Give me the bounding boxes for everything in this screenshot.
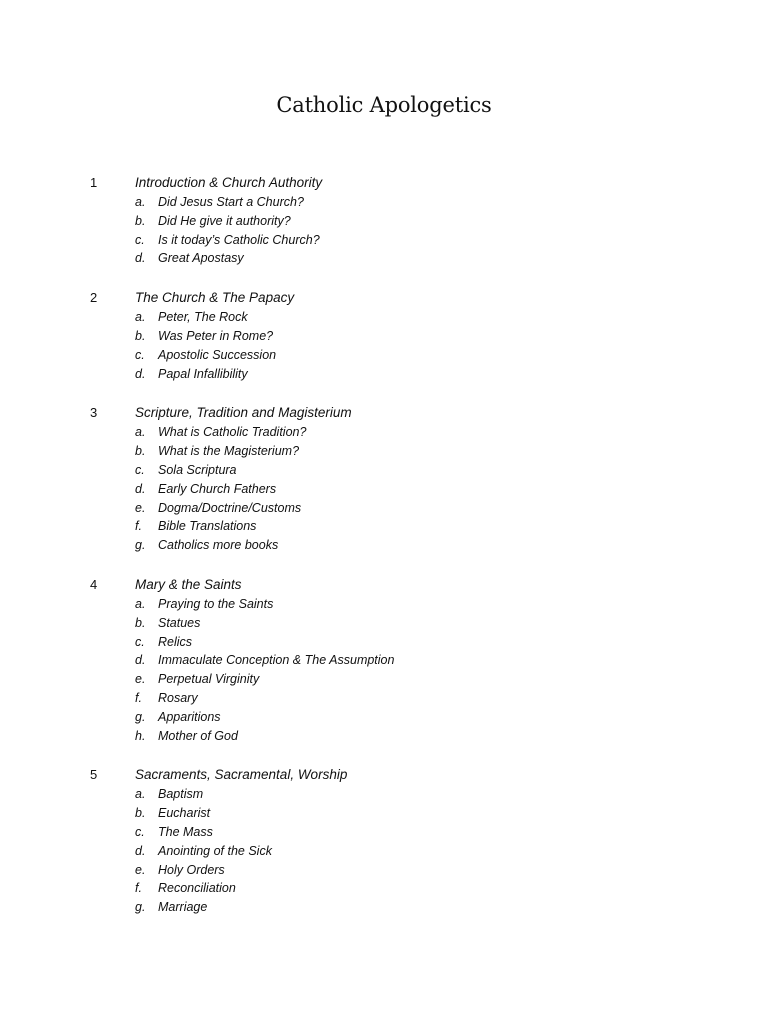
list-item	[0, 480, 768, 499]
section-2	[0, 287, 768, 383]
section-number: 2	[90, 290, 98, 306]
item-text: What is the Magisterium?	[158, 444, 300, 459]
item-letter: c.	[135, 824, 145, 839]
list-item	[0, 461, 768, 480]
item-text: Papal Infallibility	[158, 366, 248, 381]
list-item	[0, 365, 768, 384]
item-letter: g.	[135, 900, 146, 915]
list-item	[0, 785, 768, 804]
item-text: Relics	[158, 634, 193, 649]
section-title: Mary & the Saints	[135, 576, 242, 592]
section-title: Introduction & Church Authority	[135, 175, 323, 190]
list-item	[0, 193, 768, 212]
item-letter: c.	[135, 634, 145, 649]
section-title: Scripture, Tradition and Magisterium	[135, 405, 352, 421]
outline	[0, 172, 768, 936]
list-item	[0, 231, 768, 250]
list-item	[0, 212, 768, 231]
item-text: Early Church Fathers	[158, 481, 277, 496]
item-text: Peter, The Rock	[158, 310, 248, 325]
item-letter: b.	[135, 615, 146, 630]
item-text: The Mass	[158, 824, 213, 839]
item-letter: a.	[135, 787, 146, 802]
list-item	[0, 651, 768, 670]
item-letter: f.	[135, 690, 142, 705]
item-letter: d.	[135, 481, 146, 496]
list-item	[0, 536, 768, 555]
list-item	[0, 423, 768, 442]
list-item	[0, 517, 768, 536]
item-letter: d.	[135, 251, 146, 266]
item-letter: e.	[135, 500, 146, 515]
list-item	[0, 708, 768, 727]
list-item	[0, 879, 768, 898]
list-item	[0, 823, 768, 842]
item-text: Did Jesus Start a Church?	[158, 195, 304, 209]
item-letter: b.	[135, 806, 146, 821]
list-item	[0, 670, 768, 689]
item-letter: g.	[135, 538, 146, 553]
section-heading	[0, 172, 768, 193]
item-letter: b.	[135, 213, 146, 228]
item-letter: c.	[135, 347, 145, 362]
item-text: Perpetual Virginity	[158, 672, 260, 687]
page-title: Catholic Apologetics	[276, 93, 492, 117]
item-text: What is Catholic Tradition?	[158, 425, 307, 440]
item-text: Mother of God	[158, 728, 238, 743]
section-5	[0, 764, 768, 917]
item-letter: e.	[135, 862, 146, 877]
section-number: 4	[90, 576, 98, 592]
item-text: Sola Scriptura	[158, 462, 237, 477]
item-text: Dogma/Doctrine/Customs	[158, 500, 302, 515]
item-letter: a.	[135, 195, 146, 209]
section-title: The Church & The Papacy	[135, 290, 295, 306]
item-letter: e.	[135, 672, 146, 687]
list-item	[0, 842, 768, 861]
section-heading	[0, 402, 768, 423]
item-text: Baptism	[158, 787, 204, 802]
item-letter: f.	[135, 881, 142, 896]
list-item	[0, 898, 768, 917]
item-text: Rosary	[158, 690, 198, 705]
section-items	[0, 785, 768, 917]
item-text: Is it today’s Catholic Church?	[158, 232, 320, 247]
section-4	[0, 574, 768, 745]
item-text: Praying to the Saints	[158, 596, 274, 611]
item-text: Apostolic Succession	[158, 347, 277, 362]
list-item	[0, 327, 768, 346]
section-items	[0, 423, 768, 555]
section-number: 1	[90, 175, 98, 190]
item-text: Apparitions	[158, 709, 221, 724]
item-text: Statues	[158, 615, 201, 630]
list-item	[0, 614, 768, 633]
item-text: Eucharist	[158, 806, 211, 821]
item-text: Marriage	[158, 900, 208, 915]
section-heading	[0, 764, 768, 785]
section-number: 5	[90, 767, 98, 783]
section-items	[0, 308, 768, 383]
item-letter: d.	[135, 653, 146, 668]
section-1	[0, 172, 768, 268]
item-letter: g.	[135, 709, 146, 724]
list-item	[0, 595, 768, 614]
list-item	[0, 633, 768, 652]
item-text: Bible Translations	[158, 519, 257, 534]
item-text: Immaculate Conception & The Assumption	[158, 653, 395, 668]
item-letter: a.	[135, 596, 146, 611]
list-item	[0, 727, 768, 746]
item-text: Catholics more books	[158, 538, 279, 553]
section-number: 3	[90, 405, 98, 421]
list-item	[0, 861, 768, 880]
item-text: Great Apostasy	[158, 251, 244, 266]
item-letter: a.	[135, 425, 146, 440]
list-item	[0, 346, 768, 365]
item-letter: h.	[135, 728, 146, 743]
item-letter: c.	[135, 462, 145, 477]
item-letter: d.	[135, 843, 146, 858]
item-text: Reconciliation	[158, 881, 236, 896]
item-letter: c.	[135, 232, 145, 247]
item-letter: a.	[135, 310, 146, 325]
item-letter: b.	[135, 328, 146, 343]
section-heading	[0, 574, 768, 595]
section-heading	[0, 287, 768, 308]
section-items	[0, 193, 768, 268]
item-letter: f.	[135, 519, 142, 534]
item-text: Was Peter in Rome?	[158, 328, 274, 343]
list-item	[0, 499, 768, 518]
section-items	[0, 595, 768, 745]
item-text: Holy Orders	[158, 862, 225, 877]
list-item	[0, 442, 768, 461]
item-letter: d.	[135, 366, 146, 381]
list-item	[0, 689, 768, 708]
item-text: Anointing of the Sick	[158, 843, 272, 858]
item-letter: b.	[135, 444, 146, 459]
section-title: Sacraments, Sacramental, Worship	[135, 767, 348, 783]
list-item	[0, 804, 768, 823]
section-3	[0, 402, 768, 555]
list-item	[0, 308, 768, 327]
list-item	[0, 249, 768, 268]
item-text: Did He give it authority?	[158, 213, 291, 228]
